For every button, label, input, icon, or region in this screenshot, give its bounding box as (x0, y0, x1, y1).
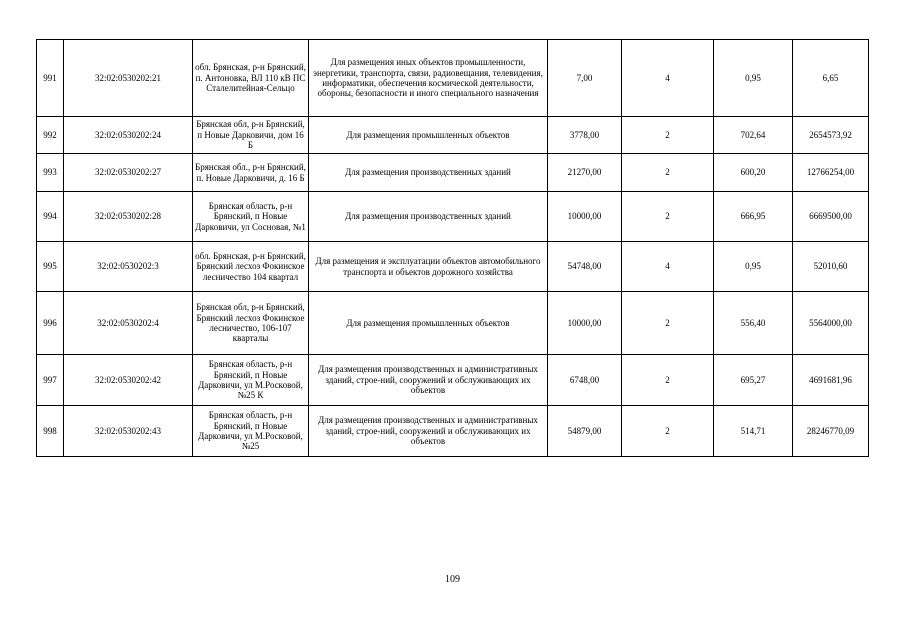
row-number: 993 (37, 154, 64, 192)
page-number: 109 (445, 574, 460, 585)
code-cell: 4 (622, 242, 714, 292)
rate-cell: 600,20 (714, 154, 793, 192)
cadastral-number: 32:02:0530202:21 (64, 40, 193, 117)
address-cell: обл. Брянская, р-н Брянский, п. Антоновка, ВЛ 110 кВ ПС Сталелитейная-Сельцо (193, 40, 309, 117)
address-cell: Брянская область, р-н Брянский, п Новые Дарковичи, ул М.Росковой, №25 К (193, 355, 309, 406)
code-cell: 2 (622, 192, 714, 242)
table-row (37, 242, 869, 292)
purpose-cell: Для размещения производственных зданий (309, 192, 548, 242)
cadastral-number: 32:02:0530202:28 (64, 192, 193, 242)
value-cell: 5564000,00 (793, 292, 869, 355)
value-cell: 6669500,00 (793, 192, 869, 242)
table-row (37, 117, 869, 154)
table-row (37, 355, 869, 406)
purpose-cell: Для размещения производственных и административных зданий, строе-ний, сооружений и обслуживающих их объектов (309, 406, 548, 457)
address-cell: Брянская область, р-н Брянский, п Новые Дарковичи, ул Сосновая, №1 (193, 192, 309, 242)
cadastral-number: 32:02:0530202:4 (64, 292, 193, 355)
area-cell: 3778,00 (548, 117, 622, 154)
value-cell: 6,65 (793, 40, 869, 117)
area-cell: 54879,00 (548, 406, 622, 457)
purpose-cell: Для размещения производственных зданий (309, 154, 548, 192)
value-cell: 4691681,96 (793, 355, 869, 406)
cadastral-number: 32:02:0530202:27 (64, 154, 193, 192)
address-cell: обл. Брянская, р-н Брянский, Брянский лесхоз Фокинское лесничество 104 квартал (193, 242, 309, 292)
table-row (37, 192, 869, 242)
row-number: 991 (37, 40, 64, 117)
row-number: 996 (37, 292, 64, 355)
area-cell: 21270,00 (548, 154, 622, 192)
purpose-cell: Для размещения производственных и административных зданий, строе-ний, сооружений и обслуживающих их объектов (309, 355, 548, 406)
table-row (37, 406, 869, 457)
address-cell: Брянская обл, р-н Брянский, п Новые Дарковичи, дом 16 Б (193, 117, 309, 154)
rate-cell: 556,40 (714, 292, 793, 355)
row-number: 998 (37, 406, 64, 457)
purpose-cell: Для размещения промышленных объектов (309, 117, 548, 154)
value-cell: 52010,60 (793, 242, 869, 292)
cadastral-number: 32:02:0530202:43 (64, 406, 193, 457)
rate-cell: 514,71 (714, 406, 793, 457)
address-cell: Брянская область, р-н Брянский, п Новые Дарковичи, ул М.Росковой, №25 (193, 406, 309, 457)
area-cell: 10000,00 (548, 192, 622, 242)
code-cell: 2 (622, 406, 714, 457)
value-cell: 28246770,09 (793, 406, 869, 457)
cadastral-table (36, 39, 869, 457)
purpose-cell: Для размещения иных объектов промышленности, энергетики, транспорта, связи, радиовещания, телевидения, информатики, обеспечения космической деятельности, обороны, безопасности и иного специального назначения (309, 40, 548, 117)
row-number: 992 (37, 117, 64, 154)
rate-cell: 666,95 (714, 192, 793, 242)
code-cell: 2 (622, 292, 714, 355)
row-number: 994 (37, 192, 64, 242)
cadastral-number: 32:02:0530202:3 (64, 242, 193, 292)
area-cell: 54748,00 (548, 242, 622, 292)
rate-cell: 702,64 (714, 117, 793, 154)
code-cell: 2 (622, 355, 714, 406)
rate-cell: 695,27 (714, 355, 793, 406)
address-cell: Брянская обл, р-н Брянский, Брянский лесхоз Фокинское лесничество, 106-107 кварталы (193, 292, 309, 355)
area-cell: 6748,00 (548, 355, 622, 406)
table-row (37, 292, 869, 355)
row-number: 997 (37, 355, 64, 406)
value-cell: 12766254,00 (793, 154, 869, 192)
rate-cell: 0,95 (714, 242, 793, 292)
table-row (37, 40, 869, 117)
cadastral-number: 32:02:0530202:42 (64, 355, 193, 406)
purpose-cell: Для размещения и эксплуатации объектов автомобильного транспорта и объектов дорожного хозяйства (309, 242, 548, 292)
area-cell: 10000,00 (548, 292, 622, 355)
row-number: 995 (37, 242, 64, 292)
code-cell: 2 (622, 117, 714, 154)
code-cell: 2 (622, 154, 714, 192)
purpose-cell: Для размещения промышленных объектов (309, 292, 548, 355)
rate-cell: 0,95 (714, 40, 793, 117)
value-cell: 2654573,92 (793, 117, 869, 154)
table-row (37, 154, 869, 192)
code-cell: 4 (622, 40, 714, 117)
cadastral-number: 32:02:0530202:24 (64, 117, 193, 154)
area-cell: 7,00 (548, 40, 622, 117)
address-cell: Брянская обл., р-н Брянский, п. Новые Дарковичи, д. 16 Б (193, 154, 309, 192)
